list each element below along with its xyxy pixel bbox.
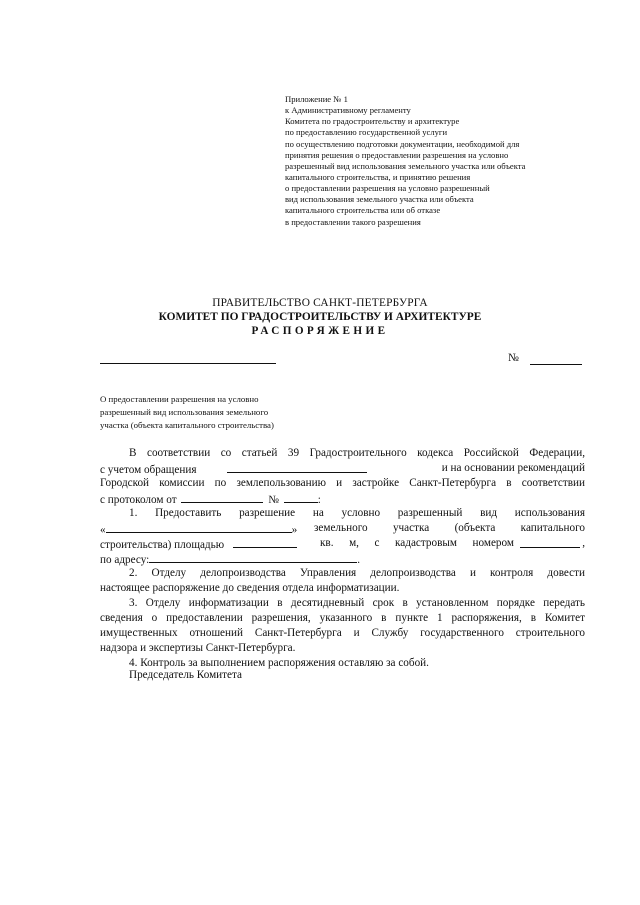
body-text: :: [317, 494, 321, 506]
body-line: 1. Предоставить разрешение на условно разрешенный вид использования: [129, 507, 585, 519]
body-line: [100, 461, 585, 475]
body-line: 4. Контроль за выполнением распоряжения оставляю за собой.: [129, 657, 429, 669]
body-line: [100, 551, 585, 565]
committee-title: КОМИТЕТ ПО ГРАДОСТРОИТЕЛЬСТВУ И АРХИТЕКТУРЕ: [158, 311, 482, 323]
signer-title: Председатель Комитета: [129, 669, 243, 681]
body-text: »: [291, 524, 298, 536]
annex-line: капитального строительства или об отказе: [285, 205, 441, 216]
annex-line: вид использования земельного участка или объекта: [285, 194, 474, 205]
body-line: [100, 491, 585, 505]
area-blank: [233, 536, 297, 548]
protocol-number-blank: [284, 491, 318, 503]
body-text: «: [100, 524, 106, 536]
annex-line: Комитета по градостроительству и архитектуре: [285, 116, 460, 127]
annex-line: о предоставлении разрешения на условно разрешенный: [285, 183, 490, 194]
annex-note: [285, 94, 585, 228]
body-line: настоящее распоряжение до сведения отдела информатизации.: [100, 582, 400, 594]
cadastral-number-blank: [520, 536, 580, 548]
annex-line: разрешенный вид использования земельного участка или объекта: [285, 160, 526, 171]
body-text: и на основании рекомендаций: [441, 462, 585, 474]
annex-line: к Административному регламенту: [285, 105, 411, 116]
government-title: ПРАВИТЕЛЬСТВО САНКТ-ПЕТЕРБУРГА: [212, 297, 428, 309]
document-type-title: РАСПОРЯЖЕНИЕ: [251, 325, 389, 337]
body-text: строительства) площадью: [100, 539, 225, 551]
body-line: имущественных отношений Санкт-Петербурга и Службу государственного строительного: [100, 627, 585, 639]
annex-line: по осуществлению подготовки документации, необходимой для: [285, 138, 520, 149]
body-text: с протоколом от: [100, 494, 177, 506]
date-blank-line: [100, 363, 276, 364]
annex-line: в предоставлении такого разрешения: [285, 216, 421, 227]
body-text: по адресу:: [100, 554, 150, 566]
annex-line: по предоставлению государственной услуги: [285, 127, 448, 138]
body-line: сведения о предоставлении разрешения, указанного в пункте 1 распоряжения, в Комитет: [100, 612, 585, 624]
address-blank: [149, 551, 357, 563]
number-sign: №: [508, 352, 519, 364]
protocol-date-blank: [181, 491, 263, 503]
body-line: В соответствии со статьей 39 Градостроительного кодекса Российской Федерации,: [129, 447, 585, 459]
body-text: .: [357, 554, 361, 566]
annex-line: капитального строительства, и принятию решения: [285, 171, 471, 182]
subject-line: О предоставлении разрешения на условно: [100, 394, 259, 404]
number-blank-line: [530, 364, 582, 365]
body-line: 2. Отделу делопроизводства Управления делопроизводства и контроля довести: [129, 567, 585, 579]
use-type-blank: [106, 521, 292, 533]
annex-line: Приложение № 1: [285, 94, 348, 104]
applicant-blank: [227, 461, 367, 473]
body-text: с учетом обращения: [100, 464, 197, 476]
annex-line: принятия решения о предоставлении разрешения на условно: [285, 149, 509, 160]
subject-line: разрешенный вид использования земельного: [100, 406, 269, 417]
body-line: надзора и экспертизы Санкт-Петербурга.: [100, 642, 296, 654]
body-text: кв. м, с кадастровым номером: [320, 537, 514, 549]
order-subject: [100, 393, 274, 431]
subject-line: участка (объекта капитального строительства): [100, 419, 274, 430]
body-text: ,: [582, 537, 585, 549]
body-line: Городской комиссии по землепользованию и застройке Санкт-Петербурга в соответствии: [100, 477, 585, 489]
body-line: [100, 536, 585, 550]
body-text: №: [268, 494, 279, 506]
body-line: [100, 521, 585, 535]
body-text: земельного участка (объекта капитального: [314, 522, 585, 534]
body-line: 3. Отделу информатизации в десятидневный срок в установленном порядке передать: [129, 597, 585, 609]
